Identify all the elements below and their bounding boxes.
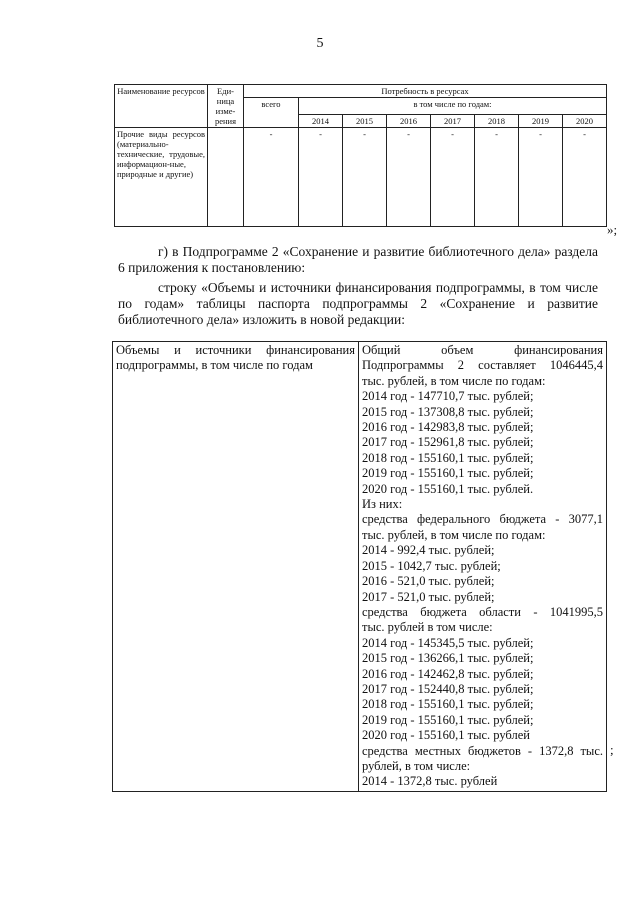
regional-year-line: 2017 год - 152440,8 тыс. рублей; bbox=[362, 681, 534, 696]
local-year-line: 2014 - 1372,8 тыс. рублей bbox=[362, 774, 498, 789]
regional-budget-line: средства бюджета области - 1041995,5 bbox=[362, 604, 603, 619]
financing-intro-line: тыс. рублей, в том числе по годам: bbox=[362, 373, 546, 388]
header-by-year: в том числе по годам: bbox=[299, 98, 607, 115]
header-year: 2014 bbox=[299, 115, 343, 128]
federal-year-line: 2017 - 521,0 тыс. рублей; bbox=[362, 589, 495, 604]
total-year-line: 2017 год - 152961,8 тыс. рублей; bbox=[362, 435, 534, 450]
paragraph-instruction: строку «Объемы и источники финансирования подпрограммы, в том числе по годам» таблицы паспорта подпрограммы 2 «Сохранение и развитие библиотечного дела» изложить в новой редакции: bbox=[118, 280, 598, 327]
header-year: 2017 bbox=[431, 115, 475, 128]
total-year-line: 2016 год - 142983,8 тыс. рублей; bbox=[362, 420, 534, 435]
header-year: 2019 bbox=[519, 115, 563, 128]
closing-quote: »; bbox=[607, 222, 618, 237]
federal-year-line: 2015 - 1042,7 тыс. рублей; bbox=[362, 558, 501, 573]
regional-year-line: 2014 год - 145345,5 тыс. рублей; bbox=[362, 635, 534, 650]
header-year: 2020 bbox=[563, 115, 607, 128]
header-unit: Еди-ница изме-рения bbox=[208, 85, 244, 128]
value-cell: - bbox=[519, 128, 563, 227]
header-total: всего bbox=[244, 98, 299, 128]
paragraph-item-g: г) в Подпрограмме 2 «Сохранение и развитие библиотечного дела» раздела 6 приложения к постановлению: bbox=[118, 244, 598, 275]
value-cell: - bbox=[299, 128, 343, 227]
regional-year-line: 2018 год - 155160,1 тыс. рублей; bbox=[362, 697, 534, 712]
regional-year-line: 2020 год - 155160,1 тыс. рублей bbox=[362, 728, 530, 743]
resources-table bbox=[114, 84, 607, 227]
total-year-line: 2015 год - 137308,8 тыс. рублей; bbox=[362, 404, 534, 419]
header-need: Потребность в ресурсах bbox=[244, 85, 607, 98]
regional-year-line: 2016 год - 142462,8 тыс. рублей; bbox=[362, 666, 534, 681]
federal-budget-line: средства федерального бюджета - 3077,1 bbox=[362, 512, 603, 527]
value-cell: - bbox=[244, 128, 299, 227]
header-year: 2015 bbox=[343, 115, 387, 128]
total-year-line: 2020 год - 155160,1 тыс. рублей. bbox=[362, 481, 534, 496]
financing-details bbox=[359, 342, 607, 792]
regional-budget-line: тыс. рублей в том числе: bbox=[362, 620, 493, 635]
federal-budget-line: тыс. рублей, в том числе по годам: bbox=[362, 527, 546, 542]
total-year-line: 2018 год - 155160,1 тыс. рублей; bbox=[362, 450, 534, 465]
financing-table bbox=[112, 341, 607, 792]
table-row bbox=[113, 342, 607, 792]
from-them-label: Из них: bbox=[362, 497, 403, 512]
value-cell: - bbox=[431, 128, 475, 227]
federal-year-line: 2016 - 521,0 тыс. рублей; bbox=[362, 574, 495, 589]
total-year-line: 2019 год - 155160,1 тыс. рублей; bbox=[362, 466, 534, 481]
regional-year-line: 2015 год - 136266,1 тыс. рублей; bbox=[362, 651, 534, 666]
financing-label: Объемы и источники финансирования подпрограммы, в том числе по годам bbox=[113, 342, 359, 792]
resource-label: Прочие виды ресурсов (материально-технические, трудовые, информацион-ные, природные и другие) bbox=[115, 128, 208, 227]
local-budget-line: средства местных бюджетов - 1372,8 тыс. bbox=[362, 743, 603, 758]
federal-year-line: 2014 - 992,4 тыс. рублей; bbox=[362, 543, 495, 558]
header-year: 2018 bbox=[475, 115, 519, 128]
closing-semicolon: ; bbox=[610, 742, 614, 757]
value-cell: - bbox=[475, 128, 519, 227]
header-resource-name: Наименование ресурсов bbox=[115, 85, 208, 128]
unit-cell bbox=[208, 128, 244, 227]
financing-intro-line: Подпрограммы 2 составляет 1046445,4 bbox=[362, 358, 603, 373]
header-year: 2016 bbox=[387, 115, 431, 128]
local-budget-line: рублей, в том числе: bbox=[362, 758, 471, 773]
financing-intro-line: Общий объем финансирования bbox=[362, 343, 603, 357]
regional-year-line: 2019 год - 155160,1 тыс. рублей; bbox=[362, 712, 534, 727]
page-number: 5 bbox=[316, 36, 324, 51]
value-cell: - bbox=[343, 128, 387, 227]
table-row bbox=[115, 128, 607, 227]
value-cell: - bbox=[387, 128, 431, 227]
total-year-line: 2014 год - 147710,7 тыс. рублей; bbox=[362, 389, 534, 404]
value-cell: - bbox=[563, 128, 607, 227]
